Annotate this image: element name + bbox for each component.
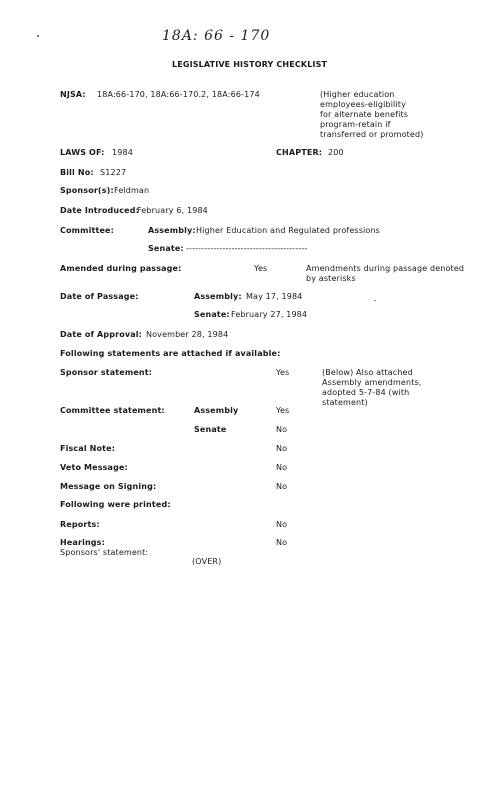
passage-assembly-value: May 17, 1984 <box>246 292 303 301</box>
committee-senate-value: ---------------------------------------- <box>186 244 308 253</box>
handwritten-title: 18A: 66 - 170 <box>162 28 271 44</box>
committee-statement-senate-value: No <box>276 425 288 434</box>
amended-note <box>306 264 464 284</box>
bill-no-value: S1227 <box>100 168 127 177</box>
amended-note-line: Amendments during passage denoted <box>306 264 465 273</box>
committee-statement-label: Committee statement: <box>60 406 165 415</box>
message-on-signing-label: Message on Signing: <box>60 482 157 491</box>
reports-value: No <box>276 520 288 529</box>
passage-senate-value: February 27, 1984 <box>231 310 308 319</box>
chapter-value: 200 <box>328 148 344 157</box>
date-introduced-value: February 6, 1984 <box>137 206 208 215</box>
sponsor-label: Sponsor(s): <box>60 186 114 195</box>
committee-senate-label: Senate: <box>148 244 184 253</box>
chapter-label: CHAPTER: <box>276 148 323 157</box>
over-marker: (OVER) <box>192 557 222 566</box>
sponsor-statement-note-line: (Below) Also attached <box>322 368 413 377</box>
hearings-value: No <box>276 538 288 547</box>
sponsor-statement-note-line: statement) <box>322 398 368 407</box>
date-of-approval-value: November 28, 1984 <box>146 330 229 339</box>
committee-label: Committee: <box>60 226 114 235</box>
committee-statement-senate-label: Senate <box>194 425 227 434</box>
laws-of-value: 1984 <box>112 148 133 157</box>
sponsor-statement-value: Yes <box>276 368 290 377</box>
date-introduced-label: Date Introduced: <box>60 206 139 215</box>
following-attached-heading: Following statements are attached if available: <box>60 349 281 358</box>
sponsor-statement-note-line: Assembly amendments, <box>322 378 422 387</box>
veto-message-value: No <box>276 463 288 472</box>
njsa-note-line: for alternate benefits <box>320 110 409 119</box>
reports-label: Reports: <box>60 520 100 529</box>
committee-assembly-value: Higher Education and Regulated professions <box>196 226 380 235</box>
veto-message-label: Veto Message: <box>60 463 128 472</box>
njsa-note-line: program-retain if <box>320 120 391 129</box>
passage-senate-label: Senate: <box>194 310 230 319</box>
hearings-label: Hearings: <box>60 538 105 547</box>
scan-speck <box>37 35 39 37</box>
njsa-value: 18A:66-170, 18A:66-170.2, 18A:66-174 <box>97 90 260 99</box>
date-of-passage-label: Date of Passage: <box>60 292 139 301</box>
following-printed-heading: Following were printed: <box>60 500 171 509</box>
amended-value: Yes <box>254 264 268 273</box>
date-of-approval-label: Date of Approval: <box>60 330 143 339</box>
njsa-label: NJSA: <box>60 90 86 99</box>
passage-assembly-label: Assembly: <box>194 292 242 301</box>
amended-label: Amended during passage: <box>60 264 182 273</box>
sponsor-statement-note <box>322 368 422 408</box>
njsa-note-line: (Higher education <box>320 90 395 99</box>
committee-statement-assembly-value: Yes <box>276 406 290 415</box>
committee-assembly-label: Assembly: <box>148 226 196 235</box>
scan-speck <box>374 300 376 301</box>
sponsor-value: Feldman <box>114 186 150 195</box>
amended-note-line: by asterisks <box>306 274 356 283</box>
committee-statement-assembly-label: Assembly <box>194 406 239 415</box>
bill-no-label: Bill No: <box>60 168 94 177</box>
njsa-note <box>320 90 423 140</box>
njsa-note-line: transferred or promoted) <box>320 130 424 139</box>
sponsor-statement-note-line: adopted 5-7-84 (with <box>322 388 410 397</box>
fiscal-note-label: Fiscal Note: <box>60 444 116 453</box>
fiscal-note-value: No <box>276 444 288 453</box>
njsa-note-line: employees-eligibility <box>320 100 406 109</box>
sponsors-statement-label: Sponsors' statement: <box>60 548 149 557</box>
laws-of-label: LAWS OF: <box>60 148 105 157</box>
message-on-signing-value: No <box>276 482 288 491</box>
document-header: LEGISLATIVE HISTORY CHECKLIST <box>172 60 328 69</box>
sponsor-statement-label: Sponsor statement: <box>60 368 153 377</box>
